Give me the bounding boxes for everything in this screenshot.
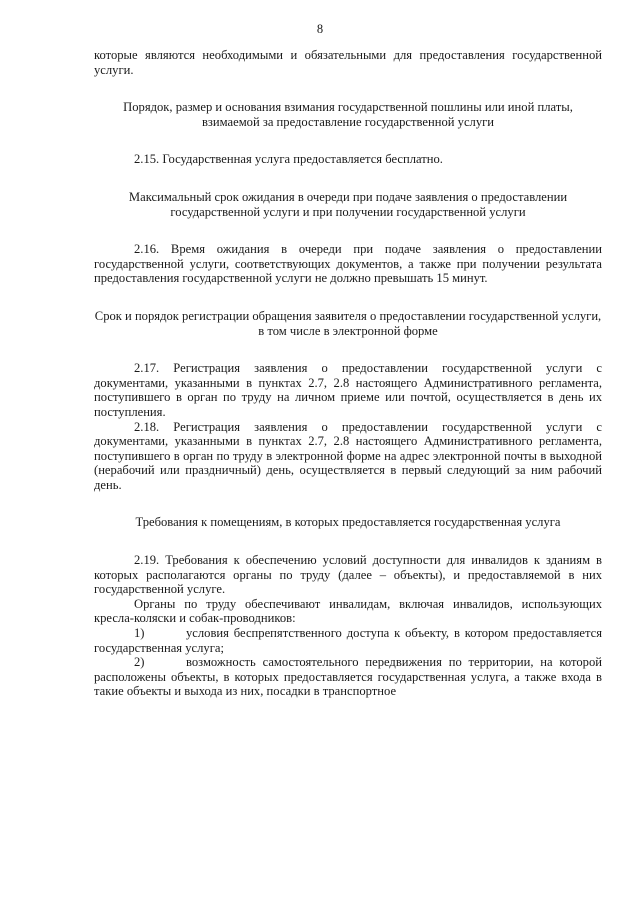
paragraph-2-16: 2.16. Время ожидания в очереди при подаче заявления о предоставлении государственной услуги, соответствующих документов, а также при получении результата предоставления государственной услуги не должно превышать 15 минут. xyxy=(94,242,602,286)
paragraph-continuation: которые являются необходимыми и обязательными для предоставления государственной услуги. xyxy=(94,48,602,77)
heading-registration: Срок и порядок регистрации обращения заявителя о предоставлении государственной услуги, в том числе в электронной форме xyxy=(94,308,602,338)
list-item-1-number: 1) xyxy=(134,626,145,641)
list-item-1-text: условия беспрепятственного доступа к объекту, в котором предоставляется государственная услуга; xyxy=(94,626,602,655)
heading-premises: Требования к помещениям, в которых предоставляется государственная услуга xyxy=(135,515,561,530)
list-item-2-number: 2) xyxy=(134,655,145,670)
list-item-2 xyxy=(94,655,602,699)
list-item-2-text: возможность самостоятельного передвижения по территории, на которой расположены объекты, в которых предоставляется государственная услуга, а также входа в такие объекты и выхода из них, посадки в транспортное xyxy=(94,655,602,699)
heading-fee: Порядок, размер и основания взимания государственной пошлины или иной платы, взимаемой за предоставление государственной услуги xyxy=(123,100,573,129)
document-body xyxy=(94,48,602,699)
list-item-1 xyxy=(94,626,602,655)
paragraph-2-18: 2.18. Регистрация заявления о предоставлении государственной услуги с документами, указанными в пунктах 2.7, 2.8 настоящего Административного регламента, поступившего в орган по труду в электронной форме на адрес электронной почты в выходной (нерабочий или праздничный) день, осуществляется в первый следующий за ним рабочий день. xyxy=(94,419,602,492)
heading-waiting-time: Максимальный срок ожидания в очереди при подаче заявления о предоставлении государственной услуги и при получении государственной услуги xyxy=(128,189,568,219)
paragraph-2-19: 2.19. Требования к обеспечению условий доступности для инвалидов к зданиям в которых располагаются органы по труду (далее – объекты), и предоставляемой в них государственной услуге. xyxy=(94,553,602,597)
page-number: 8 xyxy=(316,22,324,36)
paragraph-organs: Органы по труду обеспечивают инвалидам, включая инвалидов, использующих кресла-коляски и собак-проводников: xyxy=(94,596,602,626)
paragraph-2-17: 2.17. Регистрация заявления о предоставлении государственной услуги с документами, указанными в пунктах 2.7, 2.8 настоящего Административного регламента, поступившего в орган по труду на личном приеме или почтой, осуществляется в день их поступления. xyxy=(94,361,602,419)
paragraph-2-15: 2.15. Государственная услуга предоставляется бесплатно. xyxy=(134,152,443,167)
